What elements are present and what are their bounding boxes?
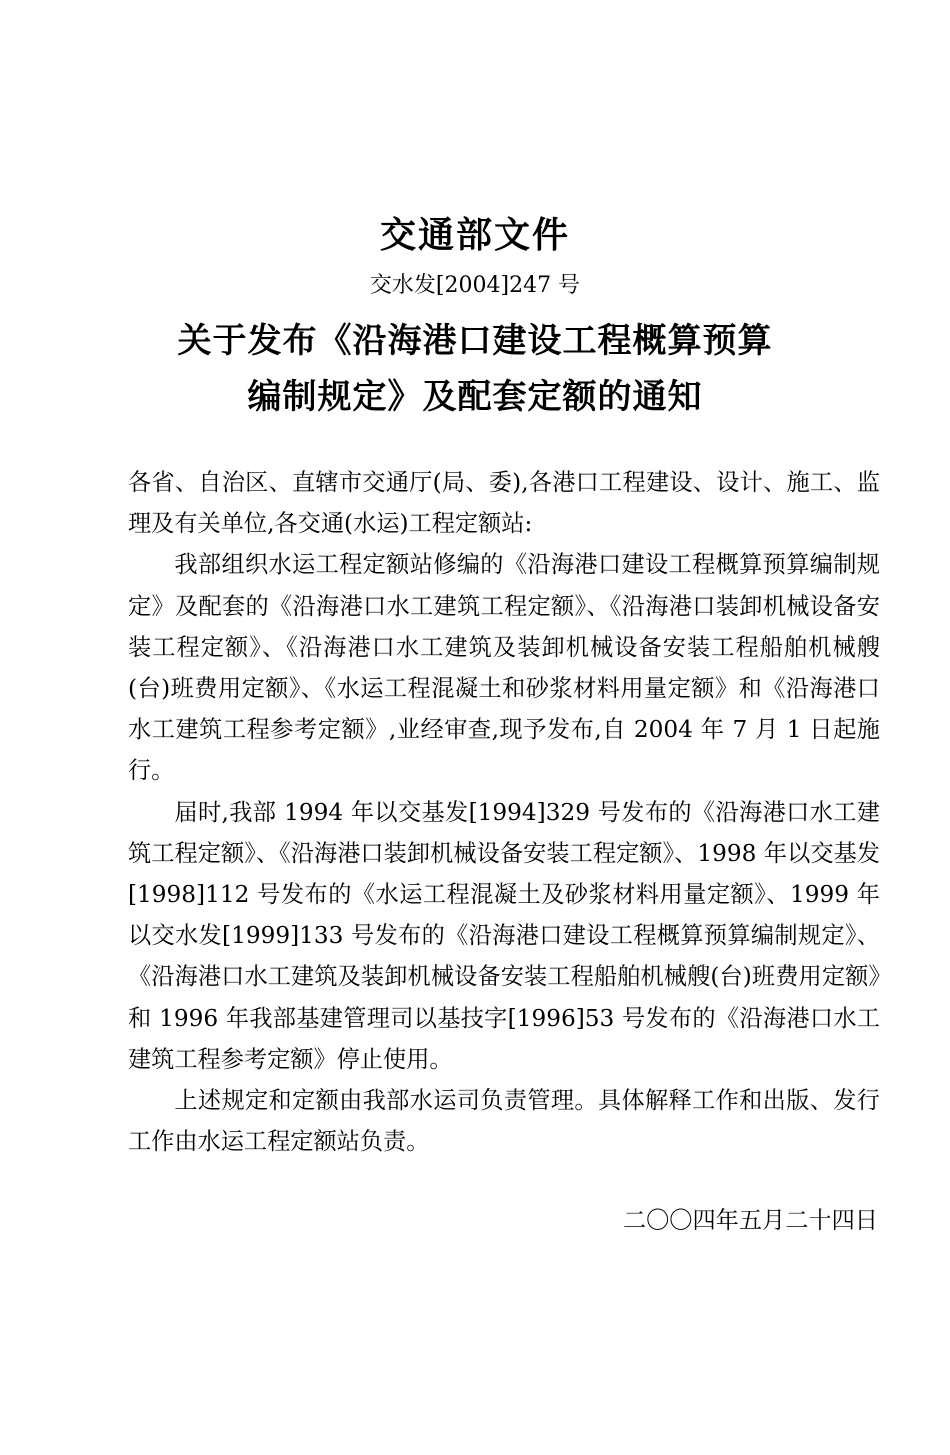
notice-title-line-2: 编制规定》及配套定额的通知 [247, 377, 703, 417]
body-paragraph-2: 届时,我部 1994 年以交基发[1994]329 号发布的《沿海港口水工建筑工程定额》、《沿海港口装卸机械设备安装工程定额》、1998 年以交基发[1998]112 号发布的《水运工程混凝土及砂浆材料用量定额》、1999 年以交水发[1999]133 号发布的《沿海港口建设工程概算预算编制规定》、《沿海港口水工建筑及装卸机械设备安装工程船舶机械艘(台)班费用定额》和 1996 年我部基建管理司以基技字[1996]53 号发布的《沿海港口水工建筑工程参考定额》停止使用。 [128, 798, 880, 1073]
addressee-paragraph: 各省、自治区、直辖市交通厅(局、委),各港口工程建设、设计、施工、监理及有关单位,各交通(水运)工程定额站: [128, 469, 880, 538]
notice-body [128, 462, 880, 1162]
issuing-organization-title: 交通部文件 [379, 214, 570, 256]
notice-title-line-1: 关于发布《沿海港口建设工程概算预算 [177, 321, 773, 361]
document-number: 交水发[2004]247 号 [369, 273, 581, 298]
body-paragraph-1: 我部组织水运工程定额站修编的《沿海港口建设工程概算预算编制规定》及配套的《沿海港口水工建筑工程定额》、《沿海港口装卸机械设备安装工程定额》、《沿海港口水工建筑及装卸机械设备安装工程船舶机械艘(台)班费用定额》、《水运工程混凝土和砂浆材料用量定额》和《沿海港口水工建筑工程参考定额》,业经审查,现予发布,自 2004 年 7 月 1 日起施行。 [128, 551, 880, 785]
issue-date: 二〇〇四年五月二十四日 [622, 1207, 878, 1234]
body-paragraph-3: 上述规定和定额由我部水运司负责管理。具体解释工作和出版、发行工作由水运工程定额站负责。 [128, 1087, 880, 1156]
